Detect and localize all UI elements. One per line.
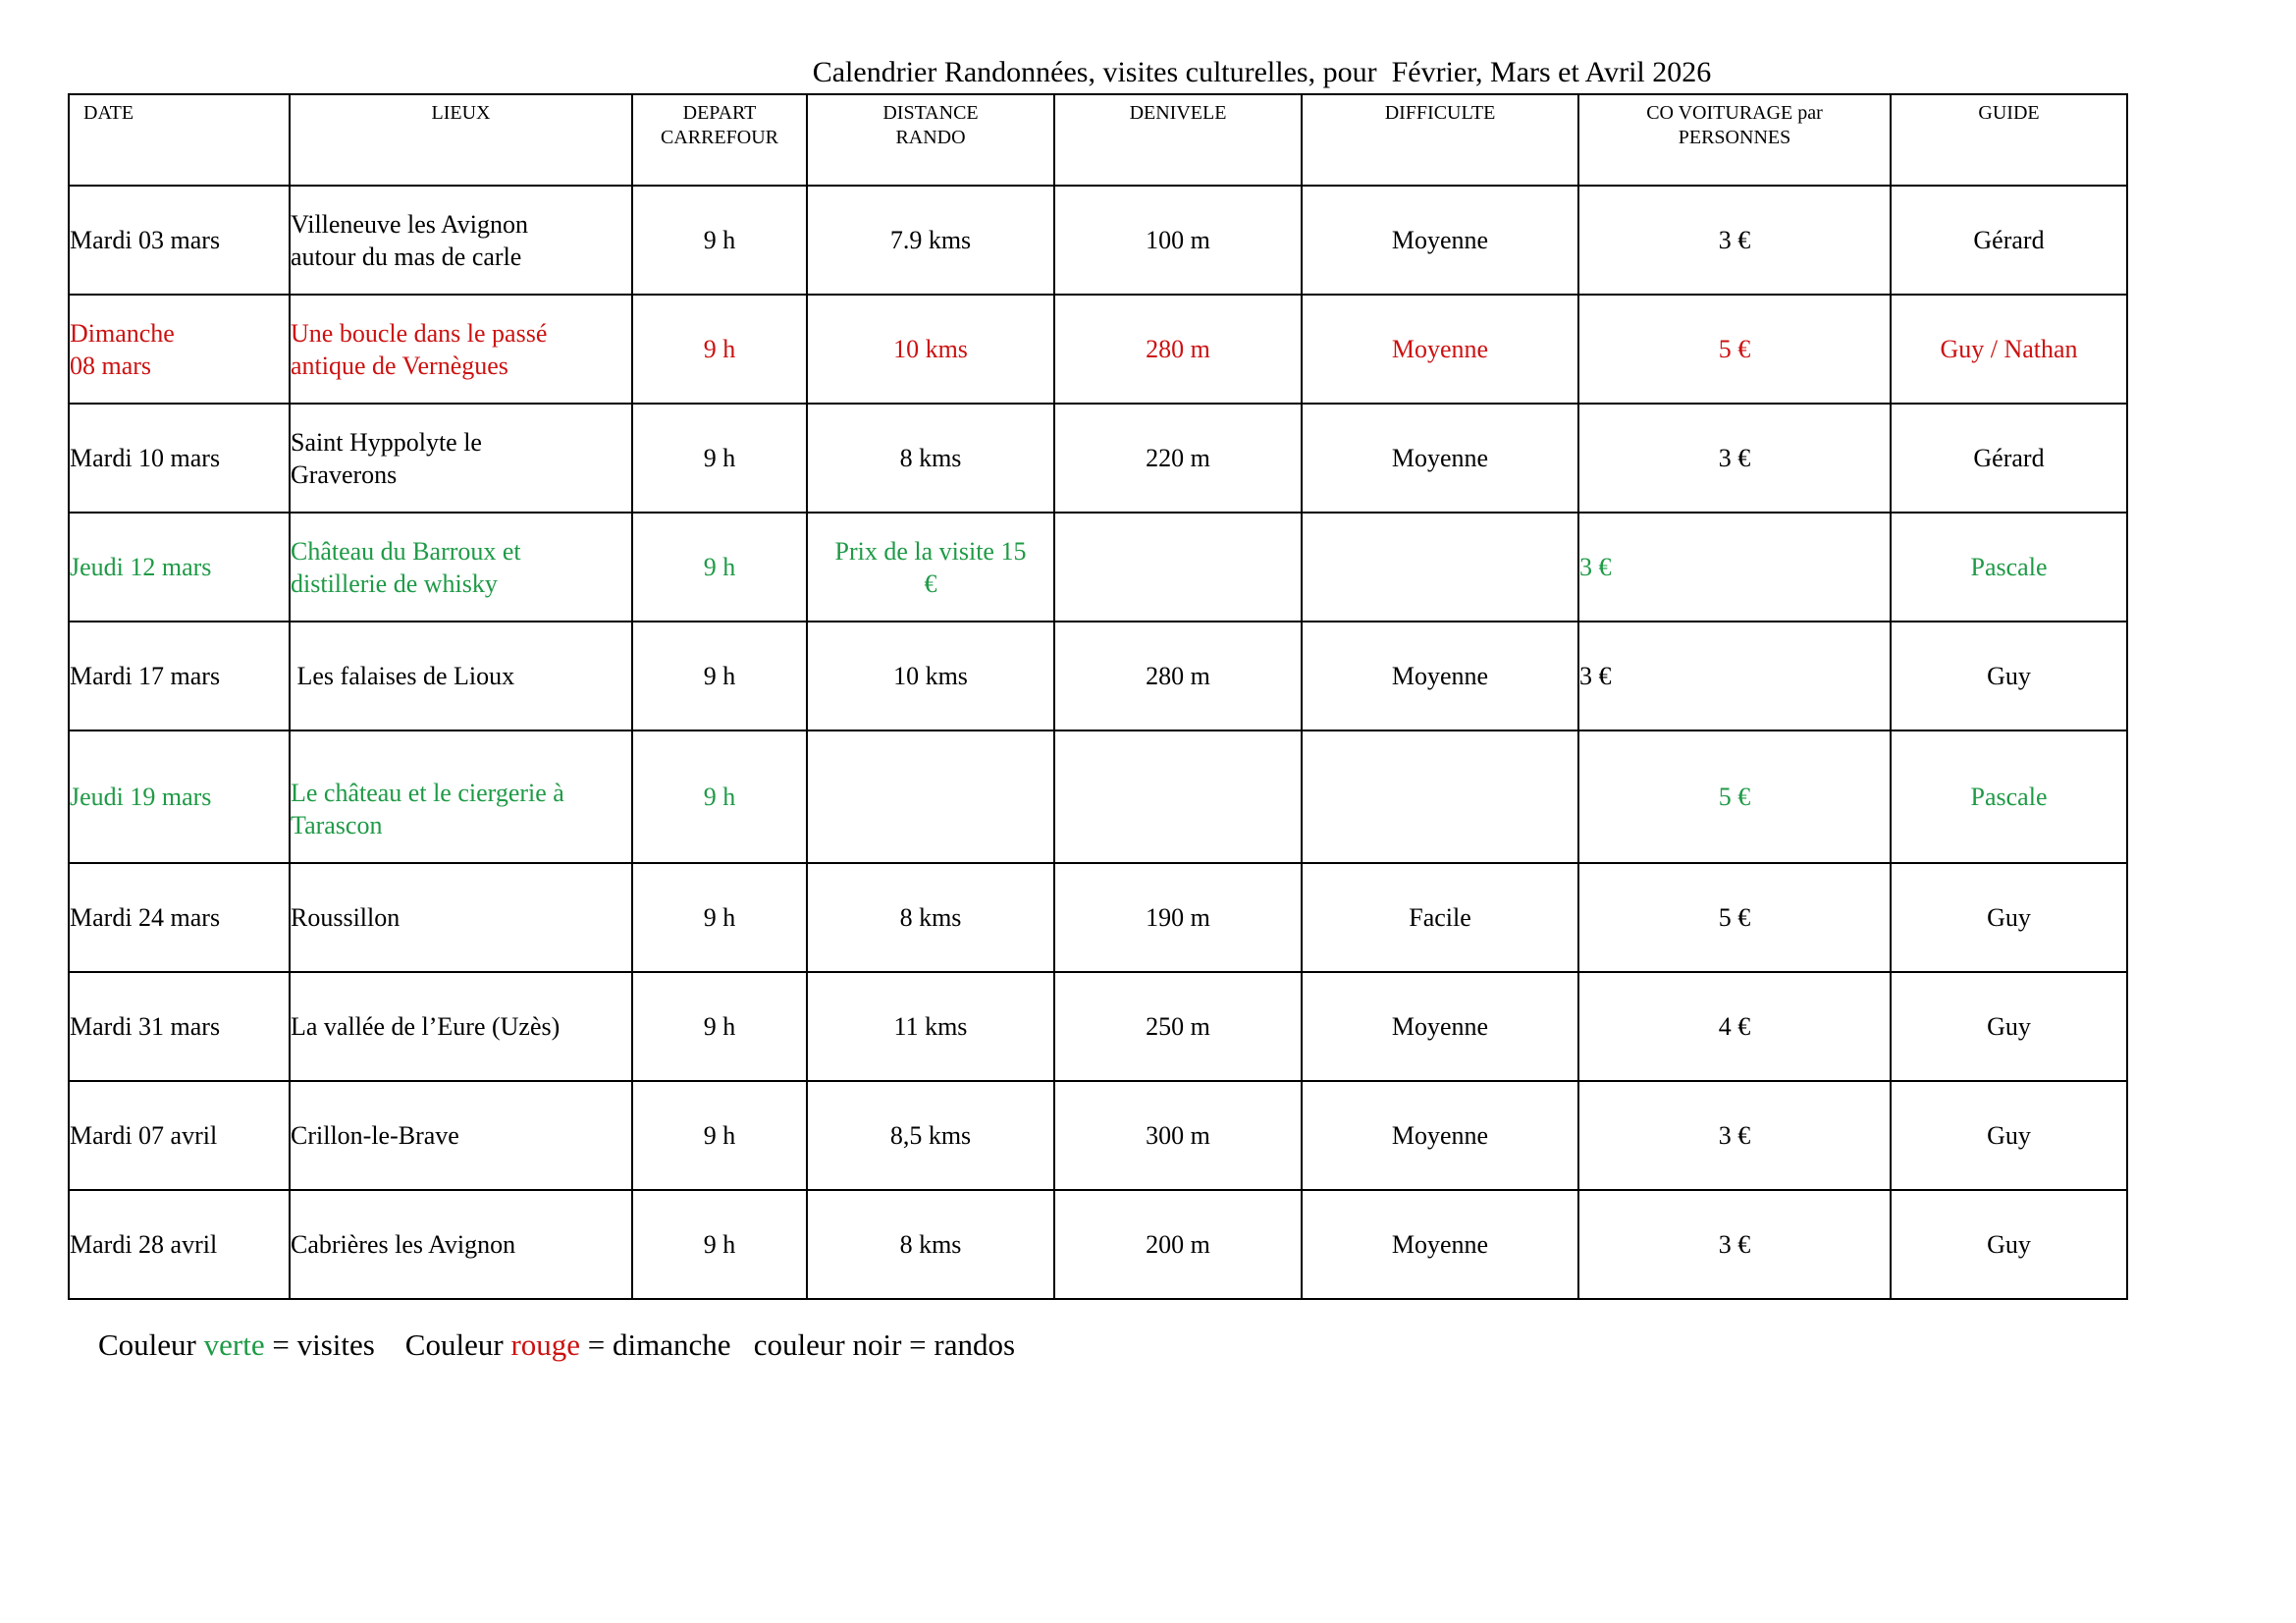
calendar-table <box>68 93 2128 1300</box>
cell-date: Dimanche 08 mars <box>69 295 290 404</box>
cell-denivele: 300 m <box>1054 1081 1302 1190</box>
cell-depart: 9 h <box>632 404 807 513</box>
cell-date: Mardi 28 avril <box>69 1190 290 1299</box>
cell-distance: 10 kms <box>807 295 1054 404</box>
cell-lieux: La vallée de l’Eure (Uzès) <box>290 972 632 1081</box>
cell-guide: Guy <box>1891 622 2127 730</box>
cell-difficulte: Moyenne <box>1302 1190 1578 1299</box>
cell-difficulte: Moyenne <box>1302 972 1578 1081</box>
cell-depart: 9 h <box>632 295 807 404</box>
cell-depart: 9 h <box>632 513 807 622</box>
cell-covoiturage: 3 € <box>1578 404 1891 513</box>
cell-depart: 9 h <box>632 730 807 863</box>
page-title: Calendrier Randonnées, visites culturelles, pour Février, Mars et Avril 2026 <box>812 56 1712 88</box>
cell-distance: 7.9 kms <box>807 186 1054 295</box>
cell-difficulte: Moyenne <box>1302 622 1578 730</box>
cell-covoiturage: 3 € <box>1578 622 1891 730</box>
cell-depart: 9 h <box>632 186 807 295</box>
cell-date: Jeudi 12 mars <box>69 513 290 622</box>
table-row <box>69 730 2127 863</box>
cell-lieux: Une boucle dans le passé antique de Vernègues <box>290 295 632 404</box>
cell-denivele: 100 m <box>1054 186 1302 295</box>
cell-guide: Guy <box>1891 863 2127 972</box>
legend-text: = dimanche couleur noir = randos <box>580 1327 1016 1362</box>
table-row <box>69 622 2127 730</box>
cell-covoiturage: 3 € <box>1578 1081 1891 1190</box>
cell-date: Mardi 24 mars <box>69 863 290 972</box>
cell-denivele: 200 m <box>1054 1190 1302 1299</box>
cell-guide: Guy <box>1891 1190 2127 1299</box>
header-distance: DISTANCE RANDO <box>807 94 1054 186</box>
cell-difficulte <box>1302 730 1578 863</box>
legend-text: = visites Couleur <box>264 1327 511 1362</box>
cell-lieux: Villeneuve les Avignon autour du mas de carle <box>290 186 632 295</box>
cell-distance <box>807 730 1054 863</box>
table-row <box>69 186 2127 295</box>
cell-denivele: 220 m <box>1054 404 1302 513</box>
cell-difficulte: Moyenne <box>1302 186 1578 295</box>
cell-lieux: Saint Hyppolyte le Graverons <box>290 404 632 513</box>
cell-date: Mardi 03 mars <box>69 186 290 295</box>
color-legend <box>98 1325 1015 1365</box>
cell-guide: Guy / Nathan <box>1891 295 2127 404</box>
header-denivele: DENIVELE <box>1054 94 1302 186</box>
cell-covoiturage: 5 € <box>1578 863 1891 972</box>
cell-covoiturage: 5 € <box>1578 730 1891 863</box>
header-lieux: LIEUX <box>290 94 632 186</box>
cell-guide: Gérard <box>1891 404 2127 513</box>
cell-covoiturage: 3 € <box>1578 186 1891 295</box>
cell-lieux: Le château et le ciergerie à Tarascon <box>290 730 632 863</box>
cell-depart: 9 h <box>632 1081 807 1190</box>
table-row <box>69 972 2127 1081</box>
cell-date: Mardi 10 mars <box>69 404 290 513</box>
cell-covoiturage: 3 € <box>1578 513 1891 622</box>
table-row <box>69 513 2127 622</box>
cell-denivele: 280 m <box>1054 295 1302 404</box>
table-row <box>69 1190 2127 1299</box>
table-row <box>69 863 2127 972</box>
cell-depart: 9 h <box>632 863 807 972</box>
cell-denivele: 190 m <box>1054 863 1302 972</box>
cell-distance: 10 kms <box>807 622 1054 730</box>
cell-lieux: Crillon-le-Brave <box>290 1081 632 1190</box>
legend-red-word: rouge <box>510 1327 581 1362</box>
cell-denivele: 280 m <box>1054 622 1302 730</box>
cell-distance: 8 kms <box>807 404 1054 513</box>
cell-distance: Prix de la visite 15 € <box>807 513 1054 622</box>
cell-lieux: Château du Barroux et distillerie de whisky <box>290 513 632 622</box>
table-row <box>69 295 2127 404</box>
cell-guide: Guy <box>1891 1081 2127 1190</box>
cell-covoiturage: 3 € <box>1578 1190 1891 1299</box>
cell-guide: Guy <box>1891 972 2127 1081</box>
cell-guide: Pascale <box>1891 730 2127 863</box>
table-row <box>69 1081 2127 1190</box>
cell-date: Mardi 31 mars <box>69 972 290 1081</box>
cell-guide: Pascale <box>1891 513 2127 622</box>
cell-guide: Gérard <box>1891 186 2127 295</box>
header-guide: GUIDE <box>1891 94 2127 186</box>
cell-distance: 8 kms <box>807 1190 1054 1299</box>
cell-distance: 8,5 kms <box>807 1081 1054 1190</box>
cell-covoiturage: 5 € <box>1578 295 1891 404</box>
cell-distance: 8 kms <box>807 863 1054 972</box>
header-difficulte: DIFFICULTE <box>1302 94 1578 186</box>
legend-green-word: verte <box>203 1327 265 1362</box>
cell-depart: 9 h <box>632 972 807 1081</box>
cell-lieux: Cabrières les Avignon <box>290 1190 632 1299</box>
cell-date: Mardi 07 avril <box>69 1081 290 1190</box>
cell-denivele: 250 m <box>1054 972 1302 1081</box>
header-date: DATE <box>69 94 290 186</box>
cell-difficulte <box>1302 513 1578 622</box>
cell-difficulte: Moyenne <box>1302 404 1578 513</box>
table-header-row <box>69 94 2127 186</box>
cell-difficulte: Moyenne <box>1302 1081 1578 1190</box>
cell-denivele <box>1054 513 1302 622</box>
cell-denivele <box>1054 730 1302 863</box>
cell-lieux: Roussillon <box>290 863 632 972</box>
cell-distance: 11 kms <box>807 972 1054 1081</box>
header-covoiturage: CO VOITURAGE par PERSONNES <box>1578 94 1891 186</box>
legend-text: Couleur <box>98 1327 204 1362</box>
header-depart: DEPART CARREFOUR <box>632 94 807 186</box>
cell-covoiturage: 4 € <box>1578 972 1891 1081</box>
cell-difficulte: Moyenne <box>1302 295 1578 404</box>
table-row <box>69 404 2127 513</box>
cell-difficulte: Facile <box>1302 863 1578 972</box>
cell-lieux: Les falaises de Lioux <box>290 622 632 730</box>
cell-depart: 9 h <box>632 1190 807 1299</box>
cell-date: Jeudi 19 mars <box>69 730 290 863</box>
cell-date: Mardi 17 mars <box>69 622 290 730</box>
cell-depart: 9 h <box>632 622 807 730</box>
